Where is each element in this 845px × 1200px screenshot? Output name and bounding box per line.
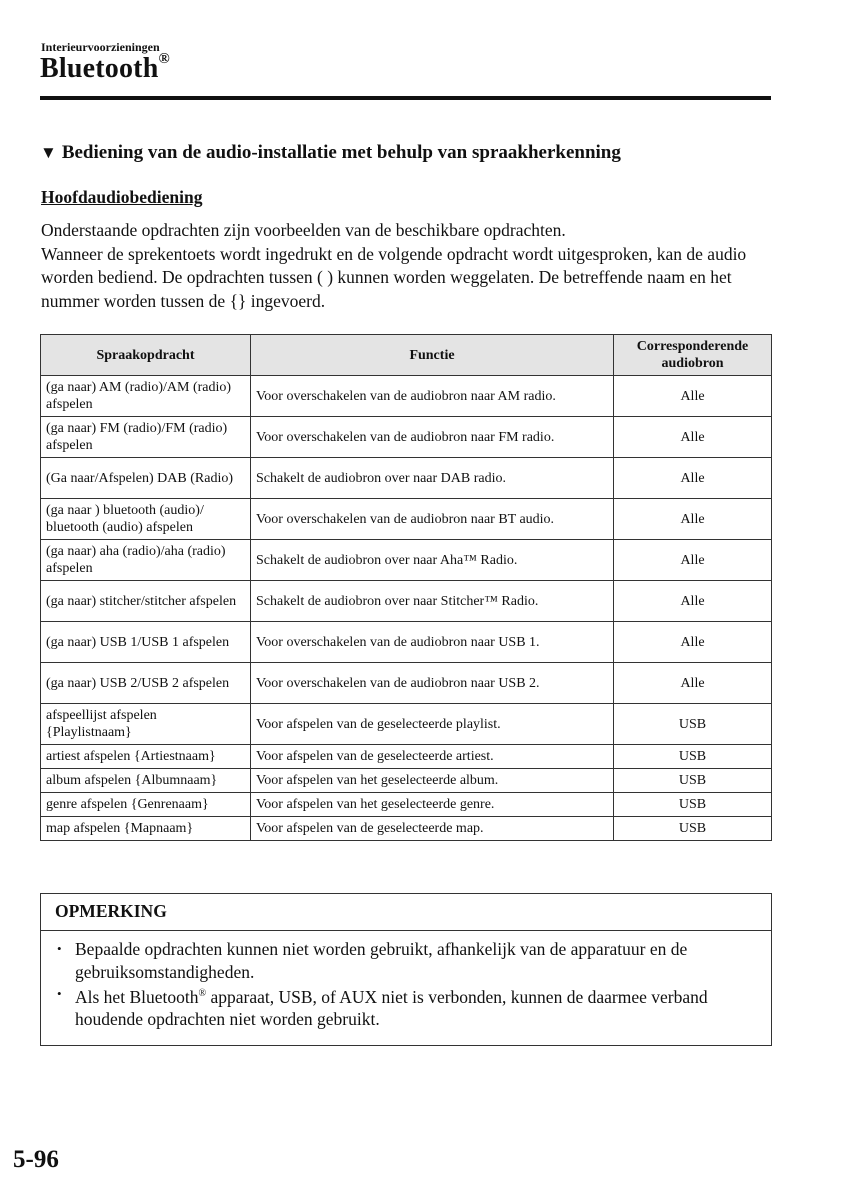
column-header-function: Functie (251, 335, 614, 376)
command-cell: album afspelen {Albumnaam} (41, 769, 251, 793)
note-box (40, 893, 772, 1046)
source-cell: USB (614, 817, 772, 841)
note-body (41, 931, 771, 1045)
table-header-row (41, 335, 772, 376)
function-cell: Voor afspelen van de geselecteerde map. (251, 817, 614, 841)
source-cell: Alle (614, 581, 772, 622)
command-cell: (ga naar) AM (radio)/AM (radio) afspelen (41, 376, 251, 417)
function-cell: Voor overschakelen van de audiobron naar USB 1. (251, 622, 614, 663)
source-cell: USB (614, 769, 772, 793)
source-cell: Alle (614, 417, 772, 458)
note-bullet-text: Bepaalde opdrachten kunnen niet worden gebruikt, afhankelijk van de apparatuur en de gebruiksomstandigheden. (75, 939, 688, 982)
sub-heading: Hoofdaudiobediening (41, 187, 203, 207)
table-row (41, 622, 772, 663)
command-cell: (ga naar) aha (radio)/aha (radio) afspelen (41, 540, 251, 581)
function-cell: Voor overschakelen van de audiobron naar BT audio. (251, 499, 614, 540)
source-cell: USB (614, 745, 772, 769)
source-cell: USB (614, 704, 772, 745)
breadcrumb: Interieurvoorzieningen (41, 40, 160, 54)
page-number: 5-96 (13, 1146, 59, 1173)
page-title-text: Bluetooth (40, 53, 159, 84)
function-cell: Voor afspelen van het geselecteerde genre. (251, 793, 614, 817)
command-cell: (ga naar ) bluetooth (audio)/ bluetooth (audio) afspelen (41, 499, 251, 540)
page-title (40, 50, 170, 85)
command-cell: (ga naar) stitcher/stitcher afspelen (41, 581, 251, 622)
intro-paragraph-1: Onderstaande opdrachten zijn voorbeelden van de beschikbare opdrachten. (41, 220, 566, 240)
source-cell: Alle (614, 458, 772, 499)
command-cell: map afspelen {Mapnaam} (41, 817, 251, 841)
bullet-icon: • (57, 941, 62, 956)
registered-mark: ® (158, 50, 170, 67)
table-row (41, 540, 772, 581)
function-cell: Voor overschakelen van de audiobron naar AM radio. (251, 376, 614, 417)
table-row (41, 458, 772, 499)
source-cell: Alle (614, 622, 772, 663)
function-cell: Voor overschakelen van de audiobron naar FM radio. (251, 417, 614, 458)
title-divider (40, 96, 771, 100)
registered-mark: ® (198, 988, 207, 999)
table-row (41, 769, 772, 793)
source-cell: USB (614, 793, 772, 817)
section-heading (40, 142, 621, 164)
table-row (41, 793, 772, 817)
table-row (41, 499, 772, 540)
function-cell: Schakelt de audiobron over naar Aha™ Radio. (251, 540, 614, 581)
command-cell: (Ga naar/Afspelen) DAB (Radio) (41, 458, 251, 499)
column-header-command: Spraakopdracht (41, 335, 251, 376)
table-row (41, 376, 772, 417)
table-row (41, 704, 772, 745)
command-cell: (ga naar) FM (radio)/FM (radio) afspelen (41, 417, 251, 458)
source-cell: Alle (614, 376, 772, 417)
section-heading-text: Bediening van de audio-installatie met behulp van spraakherkenning (61, 142, 621, 163)
function-cell: Voor afspelen van het geselecteerde album. (251, 769, 614, 793)
source-cell: Alle (614, 663, 772, 704)
table-row (41, 417, 772, 458)
command-cell: afspeellijst afspelen {Playlistnaam} (41, 704, 251, 745)
command-cell: (ga naar) USB 1/USB 1 afspelen (41, 622, 251, 663)
command-cell: genre afspelen {Genrenaam} (41, 793, 251, 817)
intro-paragraph-2: Wanneer de sprekentoets wordt ingedrukt en de volgende opdracht wordt uitgesproken, kan de audio worden bediend. De opdrachten tussen ( ) kunnen worden weggelaten. De betreffende naam en het nummer worden tussen de {} ingevoerd. (41, 243, 747, 311)
note-bullet-text-start: Als het Bluetooth (75, 986, 199, 1007)
source-cell: Alle (614, 499, 772, 540)
note-bullet-text-end: apparaat, USB, of AUX niet is verbonden, kunnen de daarmee verband houdende opdrachten niet worden gebruikt. (75, 986, 708, 1030)
table-row (41, 817, 772, 841)
source-cell: Alle (614, 540, 772, 581)
function-cell: Schakelt de audiobron over naar DAB radio. (251, 458, 614, 499)
command-cell: artiest afspelen {Artiestnaam} (41, 745, 251, 769)
command-cell: (ga naar) USB 2/USB 2 afspelen (41, 663, 251, 704)
note-bullet-text (75, 983, 757, 1031)
function-cell: Voor afspelen van de geselecteerde artiest. (251, 745, 614, 769)
triangle-down-icon: ▼ (40, 143, 57, 162)
intro-text (41, 219, 776, 313)
bullet-icon: • (57, 986, 62, 1001)
table-row (41, 745, 772, 769)
note-bullet-item (57, 983, 757, 1031)
note-heading: OPMERKING (41, 894, 771, 931)
function-cell: Schakelt de audiobron over naar Stitcher™ Radio. (251, 581, 614, 622)
column-header-source: Corresponderende audiobron (614, 335, 772, 376)
voice-command-table (40, 334, 772, 841)
function-cell: Voor overschakelen van de audiobron naar USB 2. (251, 663, 614, 704)
function-cell: Voor afspelen van de geselecteerde playlist. (251, 704, 614, 745)
table-row (41, 581, 772, 622)
table-row (41, 663, 772, 704)
note-bullet-item (57, 938, 757, 983)
